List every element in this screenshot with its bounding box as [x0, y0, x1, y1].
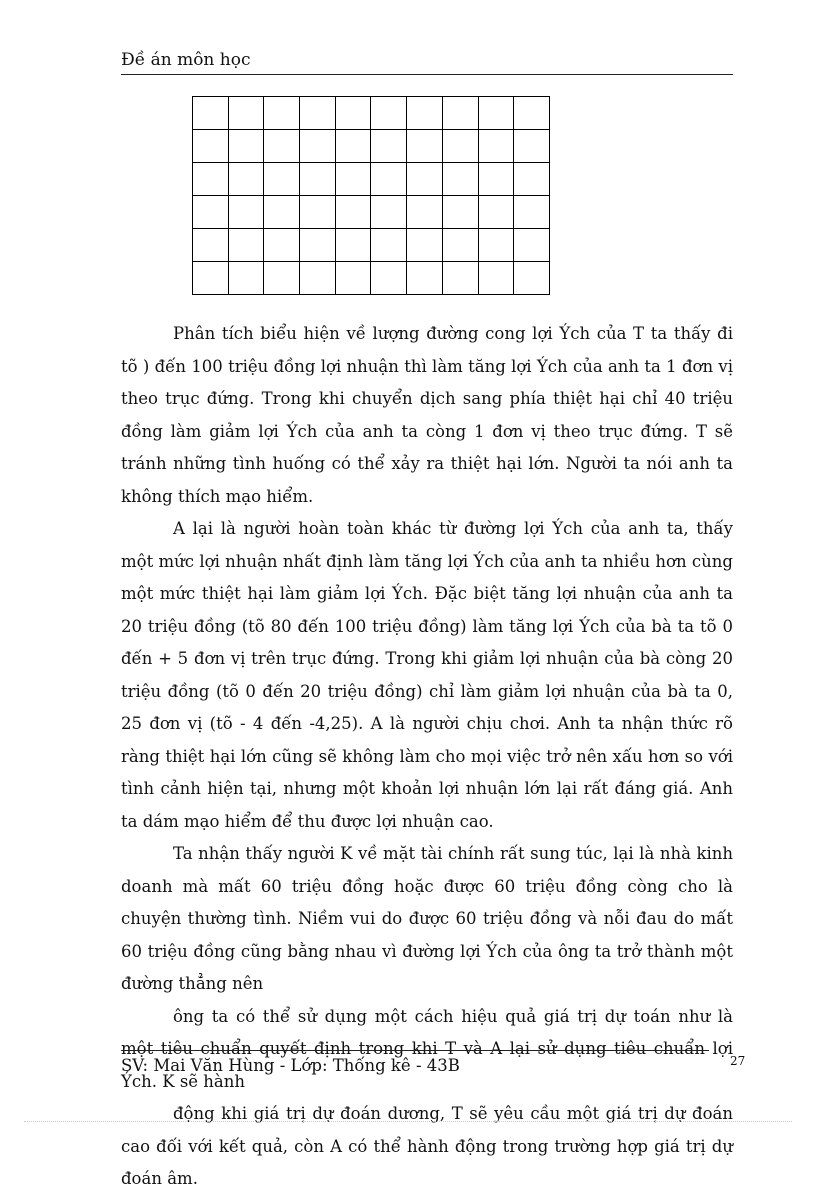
grid-cell [371, 196, 407, 229]
grid-cell [407, 229, 443, 262]
grid-row [193, 130, 550, 163]
footer-divider [121, 1050, 709, 1051]
grid-row [193, 163, 550, 196]
grid-cell [407, 262, 443, 295]
grid-cell [514, 163, 550, 196]
grid-cell [335, 97, 371, 130]
grid-cell [442, 97, 478, 130]
grid-cell [335, 163, 371, 196]
grid-cell [300, 130, 336, 163]
grid-cell [335, 196, 371, 229]
grid-cell [442, 163, 478, 196]
grid-cell [442, 196, 478, 229]
page-number: 27 [730, 1054, 746, 1068]
grid-cell [371, 229, 407, 262]
grid-cell [478, 163, 514, 196]
grid-cell [228, 262, 264, 295]
grid-cell [514, 130, 550, 163]
grid-cell [264, 262, 300, 295]
grid-cell [264, 97, 300, 130]
header-title: Đề án môn học [121, 50, 251, 70]
grid-cell [335, 229, 371, 262]
grid-cell [407, 196, 443, 229]
paragraph: động khi giá trị dự đoán dương, T sẽ yêu cầu một giá trị dự đoán cao đối với kết quả, còn A có thể hành động trong trường hợp giá trị dự đoán âm. [121, 1104, 733, 1188]
grid-cell [335, 262, 371, 295]
grid-body [193, 97, 550, 295]
grid-cell [442, 229, 478, 262]
grid-cell [478, 97, 514, 130]
grid-cell [371, 97, 407, 130]
paragraph: A lại là người hoàn toàn khác từ đường lợi Ých của anh ta, thấy một mức lợi nhuận nhất định làm tăng lợi Ých của anh ta nhiều hơn cùng một mức thiệt hại làm giảm lợi Ých. Đặc biệt tăng lợi nhuận của anh ta 20 triệu đồng (tõ 80 đến 100 triệu đồng) làm tăng lợi Ých của bà ta tõ 0 đến + 5 đơn vị trên trục đứng. Trong khi giảm lợi nhuận của bà còng 20 triệu đồng (tõ 0 đến 20 triệu đồng) chỉ làm giảm lợi nhuận của bà ta 0, 25 đơn vị (tõ - 4 đến -4,25). A là người chịu chơi. Anh ta nhận thức rõ ràng thiệt hại lớn cũng sẽ không làm cho mọi việc trở nên xấu hơn so với tình cảnh hiện tại, nhưng một khoản lợi nhuận lớn lại rất đáng giá. Anh ta dám mạo hiểm để thu được lợi nhuận cao. [121, 519, 733, 831]
grid-cell [371, 262, 407, 295]
grid-cell [300, 229, 336, 262]
grid-cell [478, 229, 514, 262]
grid-cell [193, 97, 229, 130]
page-header [121, 48, 733, 75]
grid-cell [514, 262, 550, 295]
grid-cell [478, 262, 514, 295]
grid-cell [300, 97, 336, 130]
grid-cell [193, 262, 229, 295]
grid-cell [264, 229, 300, 262]
grid-cell [264, 163, 300, 196]
grid-row [193, 196, 550, 229]
grid-cell [514, 196, 550, 229]
grid-cell [228, 229, 264, 262]
page-bottom-edge [24, 1121, 792, 1122]
grid-row [193, 262, 550, 295]
grid-cell [371, 130, 407, 163]
grid-cell [514, 229, 550, 262]
grid-cell [300, 262, 336, 295]
grid-cell [442, 130, 478, 163]
grid-row [193, 229, 550, 262]
grid-cell [300, 163, 336, 196]
paragraph: ông ta có thể sử dụng một cách hiệu quả giá trị dự toán như là một tiêu chuẩn quyết định trong khi T và A lại sử dụng tiêu chuẩn lợi Ých. K sẽ hành [121, 1006, 733, 1091]
grid-cell [514, 97, 550, 130]
grid-cell [371, 163, 407, 196]
grid-row [193, 97, 550, 130]
grid-cell [300, 196, 336, 229]
grid-cell [193, 196, 229, 229]
grid-cell [193, 163, 229, 196]
grid-cell [264, 130, 300, 163]
grid-cell [264, 196, 300, 229]
paragraph: Ta nhận thấy người K về mặt tài chính rất sung túc, lại là nhà kinh doanh mà mất 60 triệu đồng hoặc được 60 triệu đồng còng cho là chuyện thường tình. Niềm vui do được 60 triệu đồng và nỗi đau do mất 60 triệu đồng cũng bằng nhau vì đường lợi Ých của ông ta trở thành một đường thẳng nên [121, 844, 733, 993]
grid-cell [407, 97, 443, 130]
empty-grid-table [192, 96, 550, 295]
grid-cell [335, 130, 371, 163]
grid-cell [228, 163, 264, 196]
grid-cell [193, 130, 229, 163]
grid-cell [407, 130, 443, 163]
grid-cell [478, 130, 514, 163]
footer-author-class: SV: Mai Văn Hùng - Lớp: Thống kê - 43B [121, 1056, 460, 1075]
grid-cell [478, 196, 514, 229]
grid-cell [193, 229, 229, 262]
grid-cell [228, 196, 264, 229]
grid-cell [407, 163, 443, 196]
grid-cell [228, 97, 264, 130]
grid-cell [442, 262, 478, 295]
grid-cell [228, 130, 264, 163]
paragraph: Phân tích biểu hiện về lượng đường cong lợi Ých của T ta thấy đi tõ ) đến 100 triệu đồng lợi nhuận thì làm tăng lợi Ých của anh ta 1 đơn vị theo trục đứng. Trong khi chuyển dịch sang phía thiệt hại chỉ 40 triệu đồng làm giảm lợi Ých của anh ta còng 1 đơn vị theo trục đứng. T sẽ tránh những tình huống có thể xảy ra thiệt hại lớn. Người ta nói anh ta không thích mạo hiểm. [121, 324, 733, 506]
